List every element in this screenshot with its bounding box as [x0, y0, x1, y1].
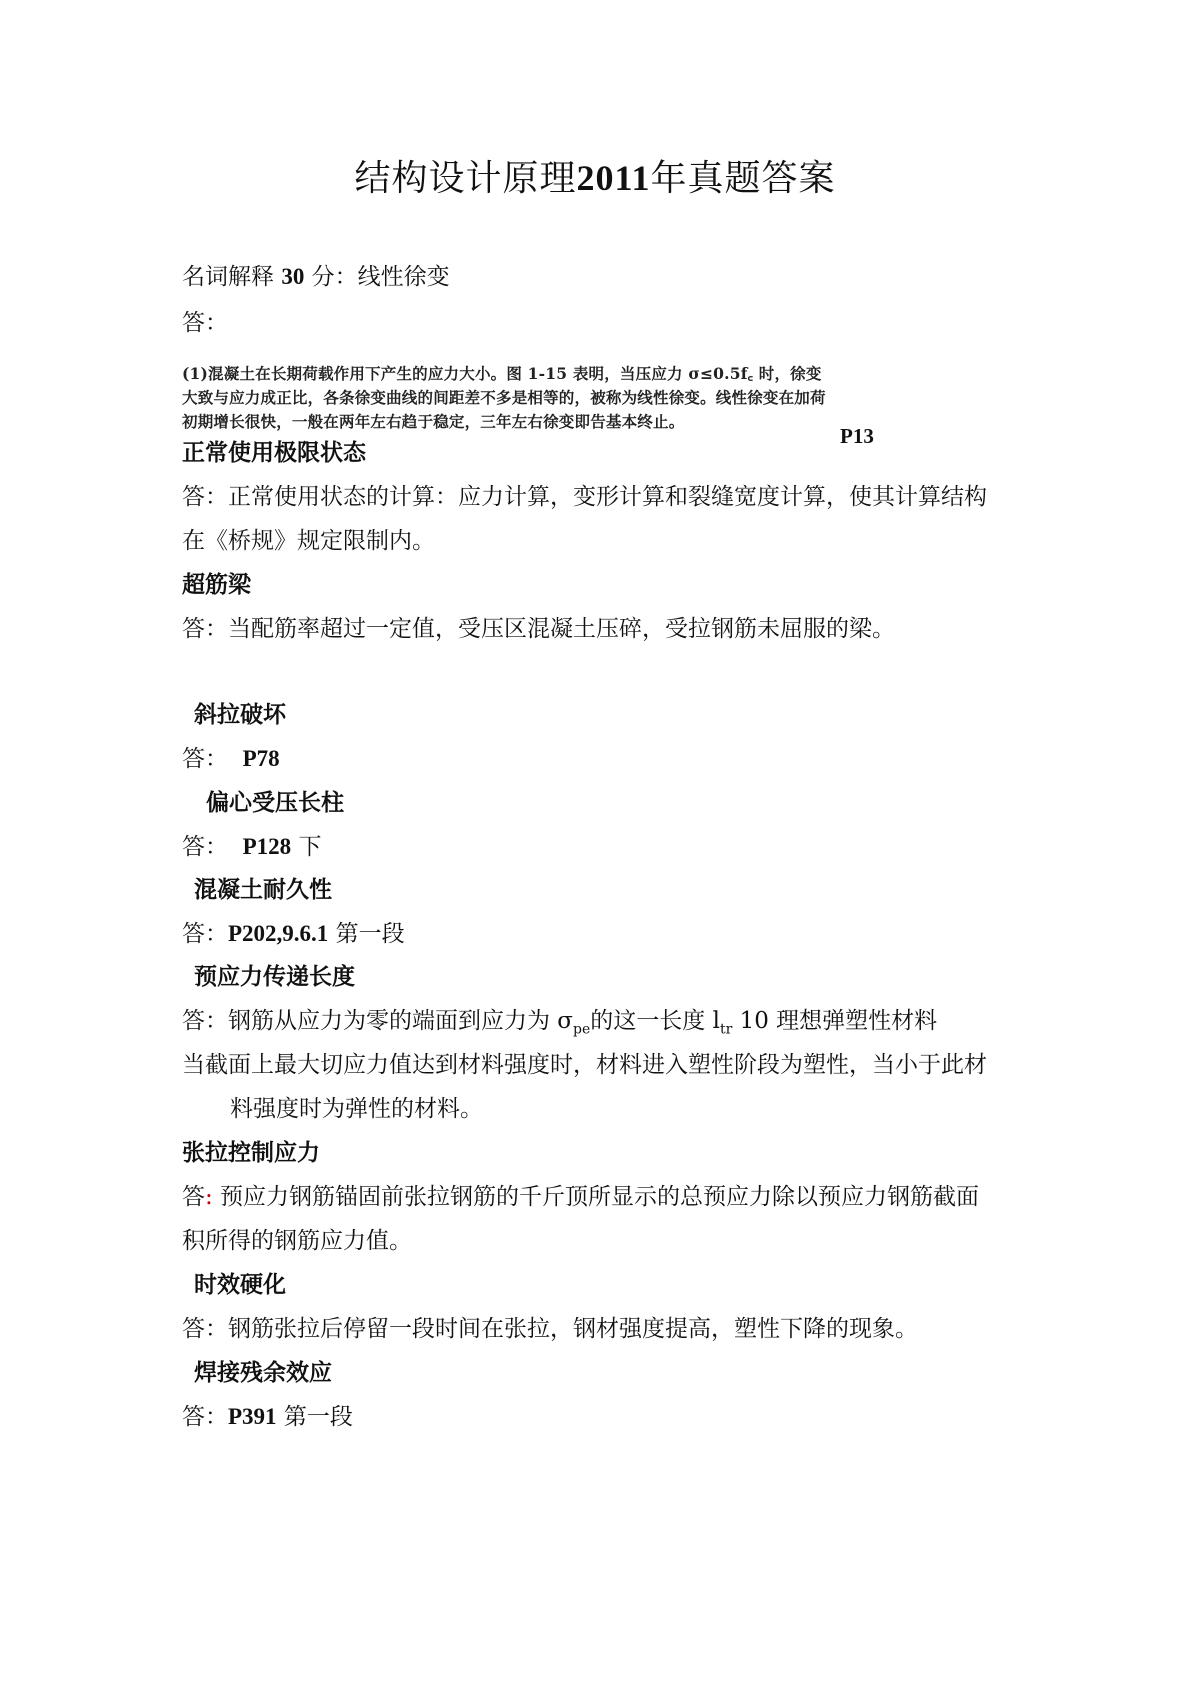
answer-plastic-line2: 料强度时为弹性的材料。	[230, 1096, 483, 1122]
answer-durability	[182, 915, 405, 948]
answer-text-c: 10 理想弹塑性材料	[732, 1008, 938, 1034]
answer-prefix: 答：	[182, 921, 228, 947]
heading-text: 名词解释	[182, 264, 282, 290]
answer-text-a: 答：钢筋从应力为零的端面到应力为 σ	[182, 1008, 574, 1034]
answer-suffix: 第一段	[328, 921, 405, 947]
answer-jacking-stress-line1	[182, 1178, 979, 1211]
scan-line-3: 初期增长很快，一般在两年左右趋于稳定，三年左右徐变即告基本终止。	[182, 412, 685, 431]
answer-diagonal-tension	[182, 740, 280, 773]
answer-plastic-line1: 当截面上最大切应力值达到材料强度时，材料进入塑性阶段为塑性，当小于此材	[182, 1052, 987, 1078]
section-heading-eccentric-column: 偏心受压长柱	[206, 789, 344, 816]
answer-welding-residual	[182, 1398, 353, 1431]
page-title	[0, 150, 1190, 201]
scan-line-1: (1)混凝土在长期荷载作用下产生的应力大小。图 1-15 表明，当压应力 σ≤0.5f꜀ 时，徐变	[182, 364, 822, 383]
answer-prefix: 答：	[182, 834, 228, 860]
page-reference: P13	[840, 424, 874, 448]
answer-text-b: 的这一长度 l	[590, 1008, 720, 1034]
answer-prefix: 答：	[182, 1404, 228, 1430]
subscript-pe: pe	[573, 1021, 591, 1038]
answer-serviceability-line2: 在《桥规》规定限制内。	[182, 528, 435, 554]
answer-transfer-length	[182, 1002, 937, 1038]
answer-suffix: 第一段	[276, 1404, 353, 1430]
answer-suffix: 下	[291, 834, 322, 860]
section-heading-linear-creep	[182, 258, 450, 291]
section-heading-transfer-length: 预应力传递长度	[194, 963, 355, 990]
title-year: 2011	[576, 158, 651, 198]
answer-over-reinforced: 答：当配筋率超过一定值，受压区混凝土压碎，受拉钢筋未屈服的梁。	[182, 616, 895, 642]
answer-prefix: 答：	[182, 746, 228, 772]
title-suffix: 年真题答案	[650, 158, 836, 199]
heading-score: 30	[281, 264, 305, 289]
scanned-excerpt	[182, 362, 902, 434]
section-heading-durability: 混凝土耐久性	[194, 876, 332, 903]
section-heading-over-reinforced: 超筋梁	[182, 571, 251, 598]
section-heading-serviceability: 正常使用极限状态	[182, 439, 366, 466]
section-heading-age-hardening: 时效硬化	[194, 1271, 286, 1298]
subscript-tr: tr	[719, 1021, 733, 1038]
answer-ref: P202,9.6.1	[228, 921, 329, 946]
answer-text: 预应力钢筋锚固前张拉钢筋的千斤顶所显示的总预应力除以预应力钢筋截面	[212, 1184, 980, 1210]
heading-text-2: 分：线性徐变	[304, 264, 450, 290]
answer-serviceability-line1: 答：正常使用状态的计算：应力计算，变形计算和裂缝宽度计算，使其计算结构	[182, 484, 987, 510]
answer-ref: P128	[242, 834, 292, 859]
answer-prefix: 答	[182, 1184, 205, 1210]
answer-age-hardening: 答：钢筋张拉后停留一段时间在张拉，钢材强度提高，塑性下降的现象。	[182, 1316, 918, 1342]
scan-line-2: 大致与应力成正比，各条徐变曲线的间距差不多是相等的，被称为线性徐变。线性徐变在加荷	[182, 388, 826, 407]
section-heading-jacking-stress: 张拉控制应力	[182, 1139, 320, 1166]
answer-eccentric-column	[182, 828, 322, 861]
section-heading-welding-residual: 焊接残余效应	[194, 1359, 332, 1386]
title-prefix: 结构设计原理	[354, 158, 577, 199]
answer-ref: P78	[242, 746, 280, 771]
answer-colon: :	[205, 1184, 213, 1210]
section-heading-diagonal-tension: 斜拉破坏	[194, 701, 286, 728]
answer-label: 答：	[182, 310, 228, 336]
answer-jacking-stress-line2: 积所得的钢筋应力值。	[182, 1228, 412, 1254]
answer-ref: P391	[228, 1404, 277, 1429]
